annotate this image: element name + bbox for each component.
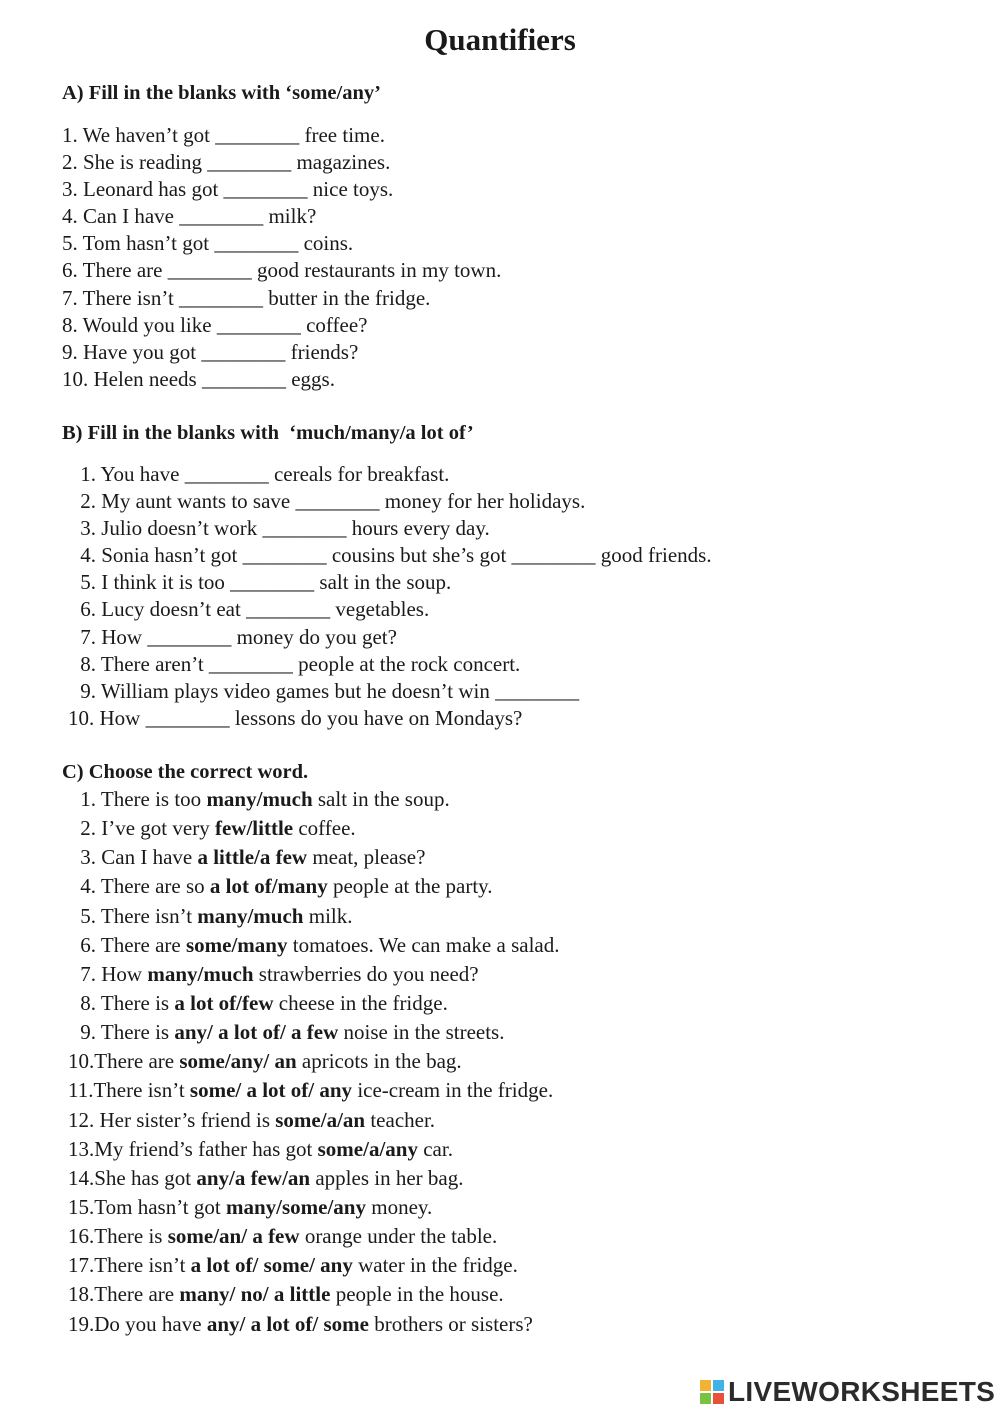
item-text-before: Tom hasn’t got: [94, 1194, 226, 1219]
item-text-before: There isn’t: [93, 1078, 190, 1103]
item-text-after: strawberries do you need?: [253, 961, 479, 986]
exercise-c-item: [62, 960, 559, 989]
item-number: 3.: [80, 845, 96, 870]
section-c-list: [62, 785, 559, 1339]
word-choices: a lot of/many: [209, 874, 328, 899]
item-number: 2.: [80, 489, 96, 514]
exercise-c-item: [62, 1251, 559, 1280]
page-title: Quantifiers: [424, 22, 576, 57]
item-text-after: tomatoes. We can make a salad.: [287, 932, 560, 957]
item-text-before: I’ve got very: [101, 816, 215, 841]
item-number: 5.: [80, 570, 96, 595]
item-text: There aren’t ________ people at the rock concert.: [100, 651, 521, 676]
exercise-c-item: [62, 1106, 559, 1135]
item-text: My aunt wants to save ________ money for her holidays.: [101, 489, 586, 514]
exercise-a-item: 3. Leonard has got ________ nice toys.: [62, 177, 394, 202]
word-choices: many/some/any: [225, 1194, 366, 1219]
item-number: 1.: [80, 787, 96, 811]
exercise-b-item: [62, 542, 712, 569]
exercise-b-item: [62, 596, 712, 623]
exercise-a-item: 2. She is reading ________ magazines.: [62, 150, 391, 175]
exercise-c-item: [62, 1280, 559, 1309]
word-choices: some/any/ an: [179, 1049, 297, 1074]
item-text-after: people in the house.: [330, 1282, 504, 1307]
exercise-b-item: [62, 461, 712, 488]
item-text: How ________ money do you get?: [101, 624, 397, 649]
exercise-c-item: [62, 1164, 559, 1193]
item-text: Julio doesn’t work ________ hours every day.: [101, 516, 490, 541]
item-text-before: There is: [94, 1224, 168, 1249]
item-text: Lucy doesn’t eat ________ vegetables.: [101, 597, 430, 622]
item-text-before: There is too: [100, 787, 207, 811]
item-text-after: salt in the soup.: [312, 787, 450, 811]
exercise-b-item: [62, 705, 712, 732]
item-text-after: brothers or sisters?: [368, 1311, 533, 1336]
word-choices: some/an/ a few: [167, 1224, 300, 1249]
item-number: 9.: [80, 1020, 96, 1045]
item-text-after: ice-cream in the fridge.: [352, 1078, 554, 1103]
exercise-a-item: 9. Have you got ________ friends?: [62, 339, 359, 364]
item-text-before: How: [101, 961, 148, 986]
word-choices: a lot of/ some/ any: [190, 1253, 353, 1278]
item-number: 16.: [68, 1224, 95, 1249]
exercise-c-item: [62, 814, 559, 843]
exercise-a-item: 8. Would you like ________ coffee?: [62, 312, 368, 337]
exercise-c-item: [62, 1193, 559, 1222]
item-number: 17.: [68, 1253, 95, 1278]
exercise-a-item: 6. There are ________ good restaurants in my town.: [62, 258, 502, 283]
section-b-heading: B) Fill in the blanks with ‘much/many/a lot of’: [62, 422, 474, 444]
item-number: 6.: [80, 597, 96, 622]
item-text-before: There isn’t: [94, 1253, 191, 1278]
exercise-b-item: [62, 678, 712, 705]
item-text-after: car.: [417, 1136, 453, 1161]
item-text-after: apples in her bag.: [310, 1165, 464, 1190]
item-number: 10.: [68, 705, 95, 730]
item-number: 2.: [80, 816, 96, 841]
item-text-after: cheese in the fridge.: [273, 990, 448, 1015]
item-text: I think it is too ________ salt in the soup.: [101, 570, 452, 595]
item-number: 12.: [68, 1107, 95, 1132]
item-text-after: orange under the table.: [299, 1224, 498, 1249]
exercise-c-item: [62, 843, 559, 872]
item-text-before: There are: [94, 1049, 180, 1074]
exercise-c-item: [62, 902, 559, 931]
word-choices: some/many: [185, 932, 288, 957]
exercise-c-item: [62, 989, 559, 1018]
item-number: 4.: [80, 874, 96, 899]
item-number: 7.: [80, 961, 96, 986]
item-text-before: My friend’s father has got: [94, 1136, 318, 1161]
word-choices: some/a/any: [317, 1136, 418, 1161]
item-text: You have ________ cereals for breakfast.: [100, 462, 450, 486]
exercise-c-item: [62, 1018, 559, 1047]
item-text: Sonia hasn’t got ________ cousins but she’s got ________ good friends.: [101, 543, 712, 568]
word-choices: some/a/an: [275, 1107, 366, 1132]
exercise-b-item: [62, 488, 712, 515]
exercise-a-item: 7. There isn’t ________ butter in the fridge.: [62, 285, 431, 310]
exercise-c-item: [62, 872, 559, 901]
item-text-after: teacher.: [365, 1107, 436, 1132]
exercise-c-item: [62, 931, 559, 960]
item-number: 9.: [80, 678, 96, 703]
exercise-c-item: [62, 1047, 559, 1076]
item-text-after: noise in the streets.: [338, 1020, 505, 1045]
item-text-after: coffee.: [293, 816, 356, 841]
word-choices: any/ a lot of/ some: [206, 1311, 369, 1336]
exercise-a-item: 1. We haven’t got ________ free time.: [62, 123, 385, 147]
item-number: 18.: [68, 1282, 95, 1307]
section-a-list: [62, 122, 501, 393]
item-text-before: There are so: [100, 874, 210, 899]
word-choices: a lot of/few: [174, 990, 274, 1015]
exercise-a-item: 10. Helen needs ________ eggs.: [62, 366, 335, 391]
item-number: 15.: [68, 1194, 95, 1219]
item-number: 5.: [80, 903, 96, 928]
item-text-before: There are: [94, 1282, 180, 1307]
exercise-c-item: [62, 785, 559, 814]
item-text-before: Her sister’s friend is: [94, 1107, 276, 1132]
item-text: How ________ lessons do you have on Mondays?: [99, 705, 523, 730]
section-b-list: [62, 461, 712, 732]
word-choices: any/a few/an: [196, 1165, 311, 1190]
item-text-after: people at the party.: [327, 874, 493, 899]
item-number: 13.: [68, 1136, 95, 1161]
exercise-a-item: 4. Can I have ________ milk?: [62, 204, 317, 229]
logo-square: [713, 1393, 724, 1404]
exercise-b-item: [62, 651, 712, 678]
item-number: 19.: [68, 1311, 95, 1336]
item-number: 8.: [80, 990, 96, 1015]
exercise-b-item: [62, 569, 712, 596]
logo-square: [700, 1393, 711, 1404]
liveworksheets-logo-icon: [700, 1380, 724, 1404]
word-choices: many/much: [206, 787, 313, 811]
item-number: 14.: [68, 1165, 95, 1190]
item-text-before: There isn’t: [100, 903, 198, 928]
item-number: 4.: [80, 543, 96, 568]
item-text-after: money.: [366, 1194, 433, 1219]
item-text-before: She has got: [94, 1165, 197, 1190]
item-text-before: Can I have: [101, 845, 198, 870]
item-text-after: meat, please?: [307, 845, 426, 870]
word-choices: many/much: [197, 903, 304, 928]
word-choices: a little/a few: [197, 845, 308, 870]
word-choices: few/little: [214, 816, 294, 841]
word-choices: some/ a lot of/ any: [189, 1078, 353, 1103]
section-c-heading: C) Choose the correct word.: [62, 761, 309, 783]
exercise-c-item: [62, 1135, 559, 1164]
section-a-heading: A) Fill in the blanks with ‘some/any’: [62, 82, 381, 104]
item-text-before: There is: [100, 1020, 175, 1045]
exercise-a-item: 5. Tom hasn’t got ________ coins.: [62, 231, 354, 256]
exercise-c-item: [62, 1222, 559, 1251]
exercise-b-item: [62, 624, 712, 651]
exercise-c-item: [62, 1310, 559, 1339]
word-choices: many/much: [147, 961, 254, 986]
item-text-after: apricots in the bag.: [296, 1049, 462, 1074]
word-choices: any/ a lot of/ a few: [174, 1020, 339, 1045]
item-text: William plays video games but he doesn’t win ________: [100, 678, 580, 703]
logo-square: [700, 1380, 711, 1391]
item-text-before: There are: [100, 932, 186, 957]
logo-square: [713, 1380, 724, 1391]
item-number: 6.: [80, 932, 96, 957]
exercise-c-item: [62, 1076, 559, 1105]
item-number: 1.: [80, 462, 96, 486]
item-text-after: water in the fridge.: [352, 1253, 518, 1278]
exercise-b-item: [62, 515, 712, 542]
item-number: 11.: [68, 1078, 94, 1103]
item-text-before: There is: [100, 990, 175, 1015]
item-text-before: Do you have: [94, 1311, 207, 1336]
word-choices: many/ no/ a little: [179, 1282, 331, 1307]
item-number: 3.: [80, 516, 96, 541]
item-number: 10.: [68, 1049, 95, 1074]
liveworksheets-logo-text: LIVEWORKSHEETS: [728, 1376, 996, 1407]
item-number: 8.: [80, 651, 96, 676]
liveworksheets-logo: [700, 1377, 995, 1407]
item-text-after: milk.: [303, 903, 353, 928]
item-number: 7.: [80, 624, 96, 649]
